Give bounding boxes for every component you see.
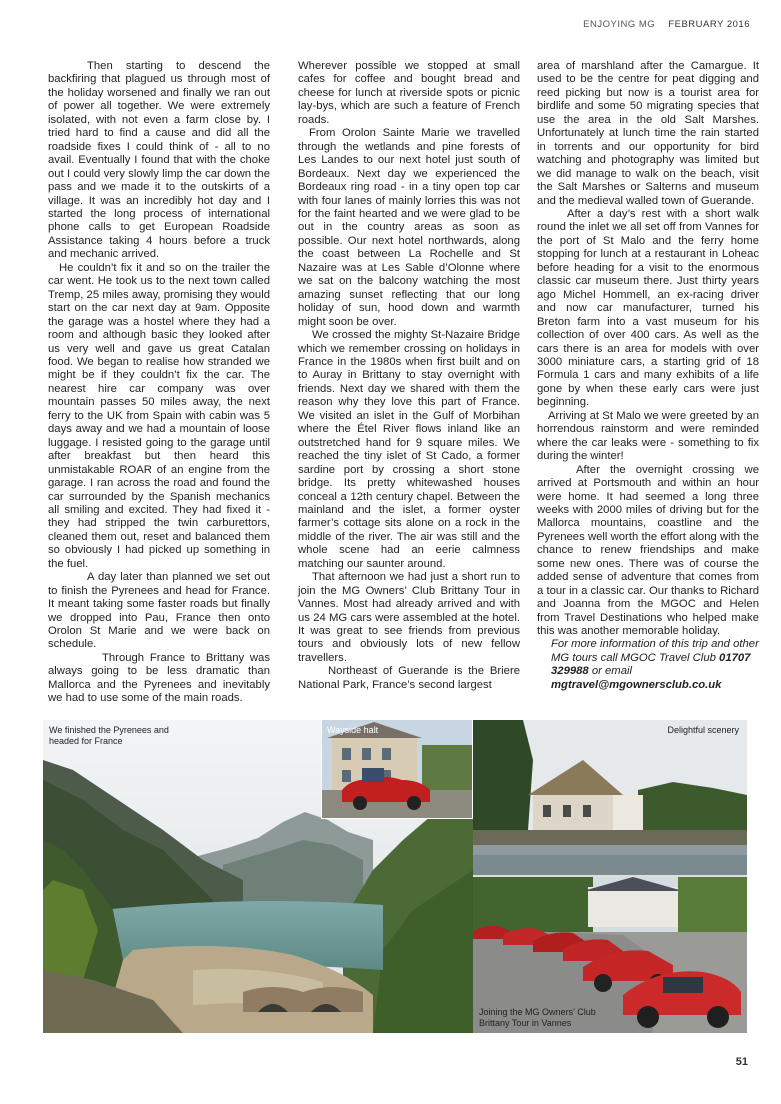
paragraph: That afternoon we had just a short run to join the MG Owners’ Club Brittany Tour in Vannes. Most had already arrived and with us 24 MG cars were assembled at the hotel. It was great to see friends from previous tours and obviously lots of new fellow travellers. [298,571,520,664]
paragraph: After the overnight crossing we arrived at Portsmouth and within an hour were home. It had seemed a long three weeks with 2000 miles of driving but for the Mallorca mountains, coastline and the Pyrenees well worth the effort along with the chance to renew friendships and make some new ones. There was of course the added sense of adventure that comes from a tour in a classic car. Our thanks to Richard and Joanna from the MGOC and Helen from Travel Destinations who helped make this was another memorable holiday. [537,463,759,638]
paragraph: Arriving at St Malo we were greeted by an horrendous rainstorm and were reminded where the car leaks were - something to fix during the winter! [537,409,759,463]
contact-phone: 01707 329988 [551,651,751,678]
column-2 [298,60,520,692]
paragraph: Northeast of Guerande is the Briere National Park, France’s second largest [298,665,520,691]
paragraph: area of marshland after the Camargue. It used to be the centre for peat digging and reed picking but now is a tourist area for birdlife and some 50 migrating species that use the area in the old Salt Marshes. Unfortunately at lunch time the rain started in torrents and our opportunity for bird watching and photography was limited but we did manage to walk on the beach, visit the Salt Marshes or Salterns and museum and the medieval walled town of Guerande. [537,60,759,207]
photo-vannes-tour [473,877,747,1033]
paragraph: From Orolon Sainte Marie we travelled through the wetlands and pine forests of Les Landes to our next hotel just south of Bordeaux. Next day we experienced the Bordeaux ring road - in a tiny open top car with four lanes of mainly lorries this was not for the faint hearted and we were glad to be out in the country areas as soon as possible. Our next hotel northwards, along the coast between La Rochelle and St Nazaire was at Les Sable d’Olonne where we sat on the balcony watching the most amazing sunset reflecting that our long holiday of sun, hood down and warmth might soon be over. [298,127,520,328]
contact-text: For more information of this trip and other MG tours call MGOC Travel Club [551,638,759,664]
paragraph: A day later than planned we set out to finish the Pyrenees and head for France. It meant taking some faster roads but finally we dropped into Pau, France then onto Orolon St Marie and we were back on schedule. [48,571,270,651]
caption-pyrenees: We finished the Pyrenees and headed for France [49,725,169,746]
photo-collage [43,720,747,1033]
magazine-name: ENJOYING MG [583,19,656,30]
issue-date: FEBRUARY 2016 [668,19,750,30]
contact-or-email: or email [588,665,633,678]
paragraph: Through France to Brittany was always going to be less dramatic than Mallorca and the Pyrenees and inevitably we had to use some of the main roads. [48,651,270,705]
paragraph: After a day’s rest with a short walk round the inlet we all set off from Vannes for the port of St Malo and the ferry home stopping for lunch at a restaurant in Loheac before heading for a visit to the enormous classic car museum there. Just thirty years ago Michel Hommell, an ex-racing driver and now car manufacturer, turned his Breton farm into a vast museum for his collection of over 400 cars. As well as the cars there is an area for models with over 3000 miniature cars, a starting grid of 18 Formula 1 cars and many exhibits of a life gone by when these early cars were just beginning. [537,207,759,409]
running-header [583,19,750,30]
paragraph: Wherever possible we stopped at small cafes for coffee and bought bread and cheese for lunch at riverside spots or picnic lay-bys, which are such a feature of French roads. [298,60,520,126]
delightful-scenery-image [473,720,747,875]
contact-info [537,638,759,692]
paragraph: We crossed the mighty St-Nazaire Bridge which we remember crossing on holidays in France in the 1980s when first built and on to Auray in Brittany to stay overnight with friends. Next day we shared with them the reason why they love this part of France. We visited an islet in the Gulf of Morbihan where the Étel River flows inland like an outstretched hand for 9 square miles. We reached the tiny islet of St Cado, a former sardine port by crossing a short stone bridge. Its pretty whitewashed houses conceal a 12th century chapel. Between the mainland and the islet, a former oyster farmer’s cottage sits alone on a rock in the middle of the river. The air was still and the whole scene had an eerie calmness matching our saunter around. [298,329,520,570]
caption-scenery: Delightful scenery [667,725,739,735]
page-number: 51 [735,1056,748,1068]
paragraph: He couldn’t fix it and so on the trailer the car went. He took us to the next town called Tremp, 25 miles away, promising they would start on the car next day at 9am. Opposite the garage was a hostel where they had a room and although basic they looked after us very well and gave us great Catalan food. We began to realise how stranded we might be if they couldn’t fix the car. The nearest hire car company was over mountain passes 50 miles away, the next ferry to the UK from Spain with cabin was 5 days away and we had a mountain of loose luggage. I resisted going to the garage until after breakfast but then heard this unmistakable ROAR of an engine from the garage. I ran across the road and found the car surrounded by the Spanish mechanics all smiling and excited. They had fixed it - they had stripped the twin carburettors, cleaned them out, reset and balanced them so obviously I had picked up something in the fuel. [48,261,270,570]
caption-wayside: Wayside halt [327,725,379,735]
contact-email[interactable]: mgtravel@mgownersclub.co.uk [551,678,722,691]
caption-vannes: Joining the MG Owners’ Club Brittany Tour in Vannes [479,1007,596,1028]
photo-delightful-scenery [473,720,747,875]
photo-wayside-halt [322,720,472,818]
column-3 [537,60,759,692]
column-1 [48,60,270,706]
paragraph: Then starting to descend the backfiring that plagued us through most of the holiday worsened and finally we ran out of power all together. We were extremely isolated, with not even a farm close by. I tried hard to find a cause and did all the roadside fixes I could think of - all to no avail. Eventually I found that with the choke out I could very slowly limp the car down the pass and we made it to the outskirts of a village. It was an incredibly hot day and I started the long process of international phone calls to get European Roadside Assistance taking 4 hours before a truck and mechanic arrived. [48,60,270,261]
